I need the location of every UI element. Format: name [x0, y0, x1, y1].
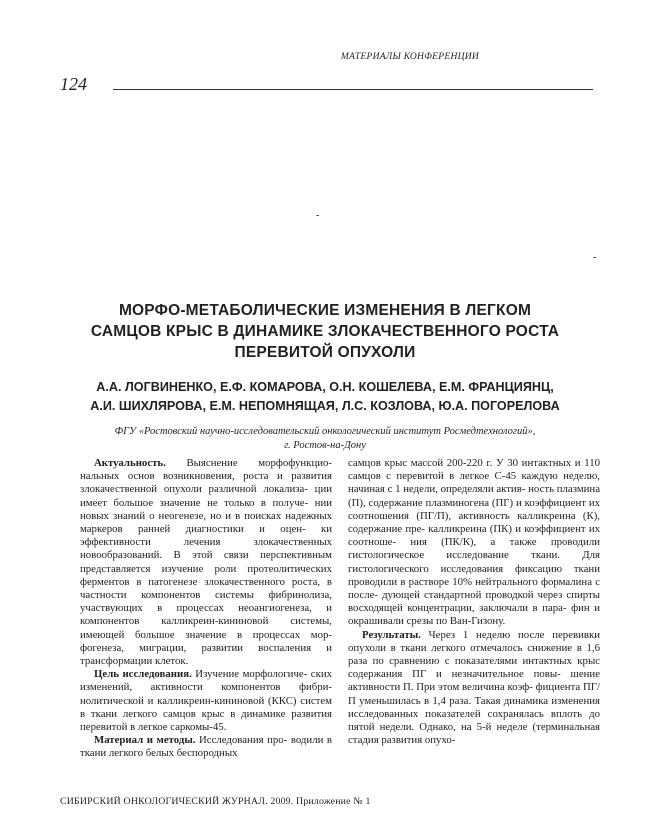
running-header: МАТЕРИАЛЫ КОНФЕРЕНЦИИ	[340, 52, 480, 62]
affiliation-line: ФГУ «Ростовский научно-исследовательский онкологический институт Росмедтехнологий»,	[114, 426, 536, 437]
paragraph-methods	[80, 734, 332, 760]
affiliation	[80, 425, 570, 453]
paragraph-text: Исследования про- водили в ткани легкого белых беспородных	[80, 734, 332, 760]
paragraph-text: Через 1 неделю после перевивки опухоли в ткани легкого отмечалось снижение в 1,6 раза по сравнению с показателями интактных крыс содержания ПГ и незначительное повы- шение активности П. При этом величина коэф- фициента ПГ/П уменьшилась в 1,4 раза. Такая динамика изменения исследованных показателей сохранялась вплоть до пятой недели. Однако, на 5-й неделе (терминальная стадия развития опухо-	[348, 628, 600, 747]
author-list	[60, 378, 590, 416]
paragraph-text: Изучение морфологиче- ских изменений, активности компонентов фибри- нолитической и калликреин-кининовой (ККС) систем в ткани легкого самцов крыс в динамике развития перевитой в легкое саркомы-45.	[80, 668, 332, 734]
paragraph-text: Выяснение морфофункцио- нальных основ возникновения, роста и развития злокачественной опухоли различной локализа- ции имеет большое значение не только в получе- нии новых знаний о неогенезе, но и в поисках надежных маркеров ранней диагностики и оцен- ки эффективности лечения злокачественных новообразований. В этой связи перспективным представляется изучение роли протеолитических ферментов в патогенезе злокачественного роста, в частности компонентов системы фибринолиза, участвующих в процессах неоангиогенеза, и компонентов калликреин-кининовой системы, имеющей большое значение в процессах мор- фогенеза, миграции, развитии воспаления и трансформации клеток.	[80, 457, 332, 668]
section-heading: Актуальность.	[94, 457, 166, 469]
header-rule	[113, 89, 593, 90]
article-title	[60, 300, 590, 363]
left-column	[80, 457, 332, 761]
section-heading: Цель исследования.	[94, 668, 192, 681]
author-line: А.А. ЛОГВИНЕНКО, Е.Ф. КОМАРОВА, О.Н. КОШЕЛЕВА, Е.М. ФРАНЦИЯНЦ,	[96, 380, 554, 394]
paragraph-methods-continued	[348, 457, 600, 629]
author-line: А.И. ШИХЛЯРОВА, Е.М. НЕПОМНЯЩАЯ, Л.С. КОЗЛОВА, Ю.А. ПОГОРЕЛОВА	[90, 399, 560, 413]
journal-footer: СИБИРСКИЙ ОНКОЛОГИЧЕСКИЙ ЖУРНАЛ. 2009. Приложение № 1	[60, 796, 371, 807]
section-heading: Результаты.	[362, 628, 421, 641]
paragraph-text: самцов крыс массой 200-220 г. У 30 интактных и 110 самцов с перевитой в легкое С-45 каждую неделю, начиная с 1 недели, определяли актив- ность плазмина (П), содержание плазминогена (ПГ) и коэффициент их соотношения (ПГ/П), активность калликреина (К), содержание пре- калликреина (ПК) и коэффициент их соотноше- ния (ПК/К), а также проводили гистологическое исследование ткани. Для гистологического исследования фиксацию ткани проводили в растворе 10% нейтрального формалина с после- дующей стандартной проводкой через спирты восходящей концентрации, заключали в пара- фин и окрашивали срезы по Ван-Гизону.	[348, 457, 600, 628]
page-number: 124	[60, 74, 87, 94]
title-line: ПЕРЕВИТОЙ ОПУХОЛИ	[234, 344, 416, 361]
paragraph-relevance	[80, 457, 332, 668]
stray-mark: -	[593, 252, 597, 263]
title-line: САМЦОВ КРЫС В ДИНАМИКЕ ЗЛОКАЧЕСТВЕННОГО РОСТА	[90, 323, 560, 340]
paragraph-aim	[80, 668, 332, 734]
right-column	[348, 457, 600, 747]
section-heading: Материал и методы.	[94, 734, 196, 747]
stray-mark: -	[316, 210, 320, 221]
paragraph-results	[348, 629, 600, 748]
affiliation-line: г. Ростов-на-Дону	[284, 440, 366, 451]
title-line: МОРФО-МЕТАБОЛИЧЕСКИЕ ИЗМЕНЕНИЯ В ЛЕГКОМ	[118, 302, 532, 319]
